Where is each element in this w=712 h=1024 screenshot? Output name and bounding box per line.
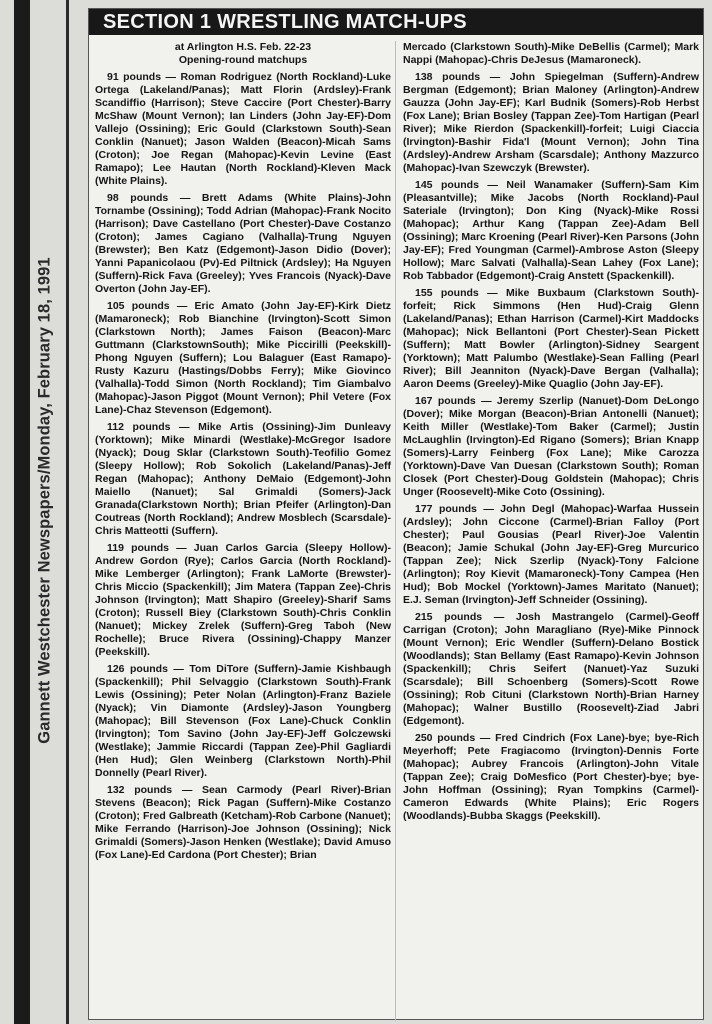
- subhead-venue: at Arlington H.S. Feb. 22-23: [174, 41, 312, 53]
- weight-class-label: 132 pounds: [107, 784, 173, 796]
- weight-class-label: 145 pounds: [415, 179, 479, 191]
- right-paragraphs: [403, 41, 699, 823]
- article: [88, 8, 704, 1020]
- weight-class-label: 112 pounds: [107, 421, 171, 433]
- weight-class-label: 91 pounds: [107, 71, 162, 83]
- matchup-paragraph: [95, 300, 391, 417]
- weight-class-label: 105 pounds: [107, 300, 170, 312]
- weight-class-label: 98 pounds: [107, 192, 169, 204]
- matchup-paragraph: [95, 663, 391, 780]
- weight-class-label: 126 pounds: [107, 663, 168, 675]
- matchup-paragraph: [95, 542, 391, 659]
- matchup-paragraph: [403, 179, 699, 283]
- article-body: [89, 41, 703, 1019]
- weight-class-label: 215 pounds: [415, 611, 483, 623]
- weight-class-label: 119 pounds: [107, 542, 169, 554]
- matchup-paragraph: [95, 421, 391, 538]
- left-thin-rule: [66, 0, 69, 1024]
- matchup-text: — Sean Carmody (Pearl River)-Brian Stevens (Beacon); Rick Pagan (Suffern)-Mike Costanzo (Croton); Fred Galbreath (Ketcham)-Rob Carbone (Nanuet); Mike Ferrando (Harrison)-Joe Johnson (Ossining); Nick Grimaldi (Somers)-Jason Henken (Westlake); David Amuso (Fox Lane)-Ed Cardona (Port Chester); Brian: [95, 784, 391, 861]
- matchup-paragraph: [403, 503, 699, 607]
- matchup-text: — Brett Adams (White Plains)-John Tornambe (Ossining); Todd Adrian (Mahopac)-Frank Nocito (Harrison); Dave Castellano (Port Chester)-Dave Costanzo (Croton); James Cagiano (Valhalla)-Trung Nguyen (Brewster); Ben Katz (Edgemont)-Jason Didio (Dover); Yanni Papanicolaou (Pv)-Ed Piltnick (Ardsley); Ha Nguyen (Suffern)-Rick Fava (Greeley); Yves Francois (Nyack)-Dave Overton (John Jay-EF).: [95, 192, 391, 295]
- column-separator: [395, 41, 396, 1021]
- matchup-text: — Eric Amato (John Jay-EF)-Kirk Dietz (Mamaroneck); Rob Bianchine (Irvington)-Scott Simon (Clarkstown North); James Faison (Beacon)-Marc Guttmann (ClarkstownSouth); Mike Piccirilli (Peekskill)-Phong Nguyen (Suffern); Lou Balaguer (East Ramapo)-Rusty Kazuru (Hastings/Dobbs Ferry); Mike Giovinco (Valhalla)-Todd Simon (North Rockland); Tim Giambalvo (Mahopac)-Jason Piggot (Mount Vernon); Phil Vetere (Fox Lane)-Chaz Stevenson (Edgemont).: [95, 300, 391, 416]
- left-paragraphs: [95, 71, 391, 862]
- weight-class-label: 167 pounds: [415, 395, 476, 407]
- matchup-text: — Josh Mastrangelo (Carmel)-Geoff Carrigan (Croton); John Maragliano (Rye)-Mike Pinnock (Mount Vernon); Eric Wendler (Suffern)-Delano Bostick (Woodlands); Stan Bellamy (East Ramapo)-Kevin Johnson (Spackenkill); Chris Seifert (Nanuet)-Yaz Suzuki (Scarsdale); Bill Schoenberg (Somers)-Scott Rowe (Ossining); Rob Cituni (Clarkstown North)-Brian Harney (Mahopac); Walner Bustillo (Roosevelt)-Ziad Jabri (Edgemont).: [403, 611, 699, 727]
- left-column: [95, 41, 391, 866]
- weight-class-label: 177 pounds: [415, 503, 477, 515]
- matchup-text: — Neil Wanamaker (Suffern)-Sam Kim (Pleasantville); Mike Jacobs (North Rockland)-Paul Sateriale (Irvington); Don King (Nyack)-Mike Rossi (Mahopac); Arthur Kang (Tappan Zee)-Adam Bell (Ossining); Marc Kroening (Pearl River)-Ken Parsons (John Jay-EF); Fred Youngman (Carmel)-Ambrose Aston (Sleepy Hollow); Marc Salvati (Valhalla)-Sean Lahey (Fox Lane); Rob Tabbador (Edgemont)-Craig Anstett (Spackenkill).: [403, 179, 699, 282]
- matchup-paragraph: [95, 784, 391, 862]
- matchup-text: — Mike Artis (Ossining)-Jim Dunleavy (Yorktown); Mike Minardi (Westlake)-McGregor Isadore (Nyack); Doug Sklar (Clarkstown South)-Teofilio Gomez (Sleepy Hollow); Rob Sokolich (Lakeland/Panas)-Jeff Regan (Mahopac); Anthony DeMaio (Edgemont)-John Maiello (Nanuet); Sal Grimaldi (Somers)-Jack Granada(Clarkstown North); Brian Pfeifer (Arlington)-Dan Coutreas (North Rockland); Andrew Mosblech (Scarsdale)-Chris Matteotti (Suffern).: [95, 421, 392, 537]
- weight-class-label: 155 pounds: [415, 287, 479, 299]
- matchup-paragraph: [403, 732, 699, 823]
- weight-class-label: 250 pounds: [415, 732, 476, 744]
- matchup-text: — Jeremy Szerlip (Nanuet)-Dom DeLongo (Dover); Mike Morgan (Beacon)-Brian Antonelli (Nanuet); Keith Miller (Westlake)-Tom Baker (Carmel); Justin McLaughlin (Irvington)-Ed Rigano (Somers); Brian Knapp (Somers)-Larry Feinberg (Fox Lane); Mike Carozza (Yorktown)-Dave Van Duesan (Clarkstown South); Roman Closek (Port Chester)-Doug Goldstein (Mahopac); Chris Unger (Roosevelt)-Mike Coto (Ossining).: [403, 395, 699, 498]
- matchup-text: — John Degl (Mahopac)-Warfaa Hussein (Ardsley); John Ciccone (Carmel)-Brian Falloy (Port Chester); Paul Gousias (Pearl River)-Joe Valentin (Beacon); Jamie Schukal (John Jay-EF)-Greg Murcurico (Tappan Zee); Nick Szerlip (Nyack)-Tony Falcione (Arlington); Roy Kievit (Mamaroneck)-Tony Campea (Hen Hud); Bob Mockel (Yorktown)-James Maritato (Nanuet); E.J. Seman (Irvington)-Jeff Schneider (Ossining).: [403, 503, 699, 606]
- matchup-paragraph: [95, 71, 391, 188]
- matchup-paragraph: [95, 192, 391, 296]
- matchup-paragraph: [403, 395, 699, 499]
- running-head: [28, 220, 62, 780]
- right-column: [403, 41, 699, 827]
- subhead-round: Opening-round matchups: [178, 54, 308, 66]
- weight-class-label: 138 pounds: [415, 71, 481, 83]
- matchup-text: — Juan Carlos Garcia (Sleepy Hollow)-Andrew Gordon (Rye); Carlos Garcia (North Rockland)-Mike Lemberger (Arlington); Frank LaMorte (Brewster)-Chris Miccio (Spackenkill); Jim Matera (Tappan Zee)-Chris Johnson (Irvington); Matt Shapiro (Greeley)-Sharif Sams (Croton); Russell Biey (Clarkstown South)-Chris Conklin (Nanuet); Mickey Zrelek (Suffern)-Greg Taboh (New Rochelle); Bruce Rivera (Ossining)-Chappy Manzer (Peekskill).: [95, 542, 392, 658]
- running-head-text: Gannett Westchester Newspapers/Monday, February 18, 1991: [35, 256, 54, 744]
- matchup-text: Mercado (Clarkstown South)-Mike DeBellis (Carmel); Mark Nappi (Mahopac)-Chris DeJesus (Mamaroneck).: [403, 41, 699, 66]
- article-title: SECTION 1 WRESTLING MATCH-UPS: [89, 9, 703, 35]
- matchup-paragraph: [403, 71, 699, 175]
- matchup-paragraph: [403, 611, 699, 728]
- matchup-paragraph: [403, 41, 699, 67]
- matchup-paragraph: [403, 287, 699, 391]
- matchup-text: — Fred Cindrich (Fox Lane)-bye; bye-Rich Meyerhoff; Pete Fragiacomo (Irvington)-Dennis Forte (Mahopac); Aubrey Francois (Arlington)-John Vitale (Tappan Zee); Craig DoMesfico (Port Chester)-bye; bye-John Hoffman (Ossining); Ryan Tompkins (Carmel)-Cameron Edwards (White Plains); Eric Rogers (Woodlands)-Bubba Skaggs (Peekskill).: [403, 732, 699, 822]
- matchup-text: — Roman Rodriguez (North Rockland)-Luke Ortega (Lakeland/Panas); Matt Florin (Ardsley)-Frank Scandiffio (Harrison); Steve Caccire (Port Chester)-Barry McShaw (Mount Vernon); Ian Linders (John Jay-EF)-Dom Vallejo (Ossining); Eric Gould (Clarkstown South)-Sean Conklin (Nanuet); Jason Walden (Beacon)-Micah Sams (Croton); Joe Regan (Mahopac)-Kevin Levine (East Ramapo); Lee Hautan (North Rockland)-Kleven Mack (White Plains).: [95, 71, 391, 187]
- matchup-text: — Mike Buxbaum (Clarkstown South)-forfeit; Rick Simmons (Hen Hud)-Craig Glenn (Lakeland/Panas); Ethan Harrison (Carmel)-Kirt Maddocks (Mahopac); Nick Bellantoni (Port Chester)-Sean Pickett (Suffern); Matt Bowler (Arlington)-Sidney Seargent (Yorktown); Matt Palumbo (Westlake)-Sean Falling (Pearl River); Bill Jeanniton (Nyack)-Dave Bergan (Valhalla); Aaron Deems (Greeley)-Mike Quaglio (John Jay-EF).: [403, 287, 699, 390]
- matchup-text: — Tom DiTore (Suffern)-Jamie Kishbaugh (Spackenkill); Phil Selvaggio (Clarkstown South)-Frank Lewis (Ossining); Peter Nolan (Arlington)-Franz Baziele (Nyack); Vin Diamonte (Ardsley)-Jason Youngberg (Mahopac); Bill Stevenson (Fox Lane)-Chuck Conklin (Irvington); Tom Savino (John Jay-EF)-Jeff Golczewski (Westlake); Jammie Riccardi (Tappan Zee)-Phil Gagliardi (Hen Hud); Glen Weinberg (Clarkstown North)-Phil Donnelly (Pearl River).: [95, 663, 391, 779]
- matchup-text: — John Spiegelman (Suffern)-Andrew Bergman (Edgemont); Brian Maloney (Arlington)-Andrew Gauzza (John Jay-EF); Karl Budnik (Somers)-Rob Herbst (Fox Lane); Brian Bosley (Tappan Zee)-Tom Hartigan (Pearl River); Mike Rierdon (Spackenkill)-forfeit; Luigi Ciaccia (Irvington)-Bashir Fida'l (Mount Vernon); John Tina (Ardsley)-Andrew Arsham (Scarsdale); Anthony Mazzurco (Mahopac)-Ivan Szewczyk (Brewster).: [403, 71, 699, 174]
